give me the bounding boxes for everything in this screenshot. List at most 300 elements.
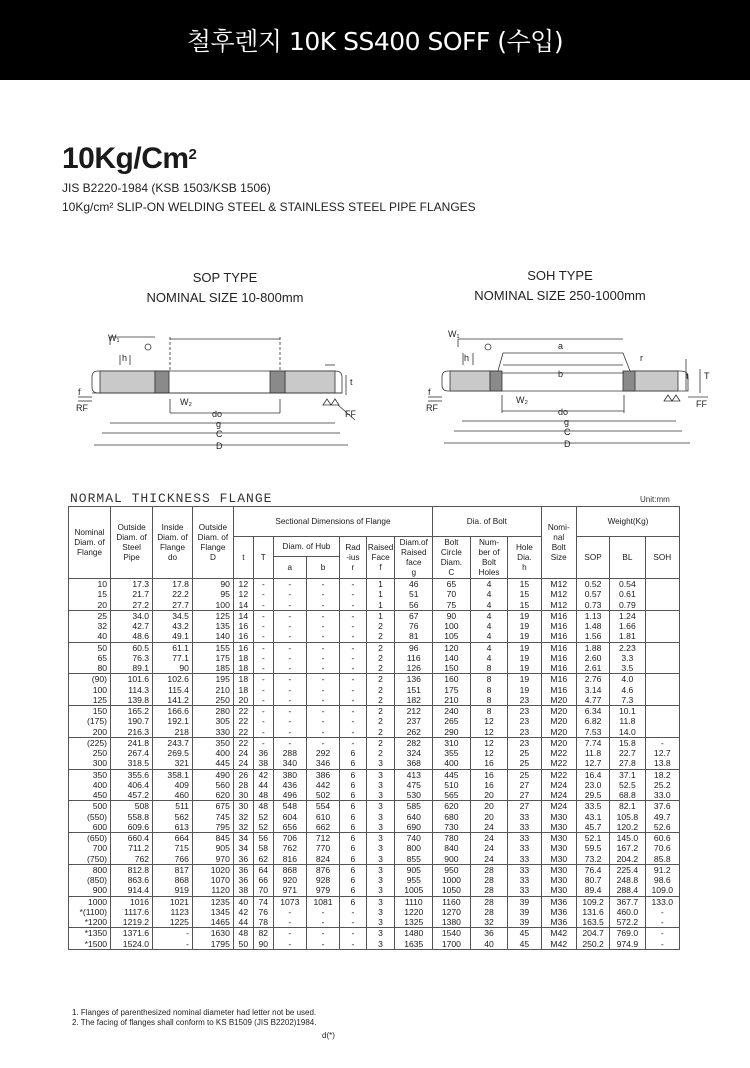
table-cell: 48 [253,801,273,812]
table-cell: 445 [192,758,233,769]
table-cell: 210 [433,695,471,706]
table-cell: 508 [111,801,153,812]
table-cell: 218 [153,727,193,738]
table-cell: 855 [395,854,433,865]
table-cell: 27.8 [610,758,645,769]
table-cell: 12.7 [576,758,609,769]
table-cell: 1345 [192,907,233,917]
table-cell: M42 [541,939,576,950]
table-cell: M20 [541,716,576,726]
table-cell: 243.7 [153,737,193,748]
table-cell: 1123 [153,907,193,917]
col-radius: Rad -ius r [340,537,367,579]
table-cell: M20 [541,737,576,748]
table-cell: 740 [395,833,433,844]
table-cell: 18 [233,674,253,685]
table-row [69,864,680,875]
table-cell: 25 [508,748,541,758]
table-cell: 6 [340,843,367,853]
table-cell: 76.3 [111,653,153,663]
table-cell: 1480 [395,928,433,939]
table-cell: (550) [69,812,111,822]
table-cell: 95 [192,589,233,599]
table-cell [645,674,679,685]
table-cell: 33 [508,812,541,822]
table-cell: M16 [541,642,576,653]
table-cell: - [306,600,339,611]
table-row [69,928,680,939]
table-cell: 237 [395,716,433,726]
table-cell: - [340,695,367,706]
table-cell: 1.88 [576,642,609,653]
table-cell: 919 [153,885,193,896]
table-cell: 1 [366,600,395,611]
col-bolt-holes: Num- ber of Bolt Holes [470,537,508,579]
table-cell: 82.1 [610,801,645,812]
table-cell: 2 [366,685,395,695]
table-cell: 970 [192,854,233,865]
table-cell: 3 [366,907,395,917]
table-cell: 66 [253,875,273,885]
table-cell: 2 [366,716,395,726]
col-hole-dia: Hole Dia. h [508,537,541,579]
table-cell: - [306,642,339,653]
table-cell [645,716,679,726]
table-cell: 163.5 [576,917,609,928]
table-cell: 100 [433,621,471,631]
table-cell [645,727,679,738]
table-cell: 65 [69,653,111,663]
table-cell: 1000 [433,875,471,885]
table-cell: M16 [541,653,576,663]
col-t: t [233,537,253,579]
table-cell: 4.77 [576,695,609,706]
table-cell: 762 [111,854,153,865]
table-cell: 2.76 [576,674,609,685]
table-cell: 23 [508,695,541,706]
table-cell: - [273,928,306,939]
table-cell: 45 [508,939,541,950]
table-cell: 40 [233,896,253,907]
table-cell: 1795 [192,939,233,950]
table-cell: 52.6 [645,822,679,833]
table-cell: M36 [541,917,576,928]
table-cell: 2 [366,631,395,642]
table-cell: 105.8 [610,812,645,822]
table-row [69,674,680,685]
table-cell: 76.4 [576,864,609,875]
table-cell: 102.6 [153,674,193,685]
table-cell: 812.8 [111,864,153,875]
table-cell: - [273,653,306,663]
table-cell: 67 [395,610,433,621]
table-cell: 7.74 [576,737,609,748]
table-row [69,748,680,758]
table-cell: 49.7 [645,812,679,822]
table-cell: (650) [69,833,111,844]
table-cell: 609.6 [111,822,153,833]
table-cell: - [273,674,306,685]
table-cell: - [253,727,273,738]
table-cell: 795 [192,822,233,833]
table-cell: 1000 [69,896,111,907]
table-cell: 36 [253,748,273,758]
table-cell: 33 [508,854,541,865]
table-cell [645,695,679,706]
table-cell: - [153,939,193,950]
table-cell: - [253,579,273,590]
table-cell: 6 [340,833,367,844]
table-cell: - [340,653,367,663]
table-cell: - [340,917,367,928]
table-cell: 19 [508,663,541,674]
table-cell: - [253,716,273,726]
table-cell: 19 [508,610,541,621]
table-cell: 27 [508,790,541,801]
table-cell: 288 [273,748,306,758]
table-cell: 269.5 [153,748,193,758]
table-cell: 8 [470,663,508,674]
table-cell: 39 [508,907,541,917]
table-cell: 1524.0 [111,939,153,950]
table-cell: 28 [470,864,508,875]
soh-heading [460,266,660,306]
table-cell: 824 [306,854,339,865]
table-cell: 25 [69,610,111,621]
table-cell: 457.2 [111,790,153,801]
table-cell: 19 [508,631,541,642]
table-cell: 60.5 [111,642,153,653]
table-cell: 745 [192,812,233,822]
col-weight: Weight(Kg) [576,507,679,537]
table-cell: 355.6 [111,769,153,780]
table-cell: 490 [192,769,233,780]
table-cell: 18 [233,663,253,674]
table-cell: 12 [470,737,508,748]
table-cell [645,706,679,717]
table-cell: 36 [470,928,508,939]
table-cell: 27.2 [111,600,153,611]
table-cell: 6 [340,780,367,790]
table-cell: 2 [366,663,395,674]
table-cell: 1.48 [576,621,609,631]
table-cell: 600 [69,822,111,833]
table-cell: - [306,706,339,717]
table-cell: 17.3 [111,579,153,590]
table-cell: - [306,653,339,663]
table-cell: M30 [541,822,576,833]
table-cell: 11.8 [576,748,609,758]
table-cell: M12 [541,589,576,599]
notes [72,1008,316,1028]
table-cell: 120.2 [610,822,645,833]
table-cell: 971 [273,885,306,896]
table-cell [645,610,679,621]
table-cell: 160 [433,674,471,685]
table-cell: 409 [153,780,193,790]
table-cell: 0.73 [576,600,609,611]
table-cell: 762 [273,843,306,853]
table-cell: - [306,674,339,685]
soh-h-label: h [464,353,470,363]
table-cell: 18 [233,685,253,695]
table-cell: 330 [192,727,233,738]
table-cell: 105 [433,631,471,642]
table-cell: 2 [366,621,395,631]
table-cell: 400 [69,780,111,790]
table-cell: 24 [470,843,508,853]
sop-rf-label: RF [76,403,88,413]
table-cell: 3 [366,864,395,875]
table-cell: - [306,917,339,928]
table-cell: 604 [273,812,306,822]
table-cell: 4 [470,589,508,599]
table-cell: - [306,621,339,631]
table-cell: 4 [470,579,508,590]
table-cell: 15 [508,589,541,599]
table-cell: 74 [253,896,273,907]
table-cell: 950 [433,864,471,875]
table-cell: 22.7 [610,748,645,758]
table-cell: 15 [69,589,111,599]
table-cell: 200 [69,727,111,738]
table-cell: 20 [470,801,508,812]
table-cell: 436 [273,780,306,790]
table-cell: 868 [153,875,193,885]
table-cell: - [273,600,306,611]
table-cell: - [306,939,339,950]
table-cell: 0.57 [576,589,609,599]
table-cell: 928 [306,875,339,885]
table-cell: 48 [253,790,273,801]
table-cell: 766 [153,854,193,865]
table-cell: - [306,589,339,599]
table-cell: 690 [395,822,433,833]
table-cell: 620 [192,790,233,801]
pressure-sup: 2 [188,146,197,163]
table-cell: - [253,600,273,611]
table-cell: 25 [508,758,541,769]
table-cell: 126 [395,663,433,674]
table-row [69,685,680,695]
table-cell: 0.54 [610,579,645,590]
table-cell: M36 [541,907,576,917]
table-cell: 318.5 [111,758,153,769]
table-cell [645,589,679,599]
table-cell: 4.6 [610,685,645,695]
table-cell: 386 [306,769,339,780]
table-cell: 81 [395,631,433,642]
table-cell: 6 [340,822,367,833]
table-cell: 90 [192,579,233,590]
table-cell: (90) [69,674,111,685]
table-cell: 0.52 [576,579,609,590]
pressure-main: 10Kg/Cm [62,142,189,175]
table-cell: 45.7 [576,822,609,833]
table-cell: 115.4 [153,685,193,695]
table-cell: 4.0 [610,674,645,685]
table-cell: 3 [366,854,395,865]
table-cell: 14 [233,600,253,611]
table-cell: 730 [433,822,471,833]
table-cell: 3 [366,758,395,769]
col-outside-pipe: Outside Diam. of Steel Pipe [111,507,153,579]
signature-mark: d(*) [322,1031,335,1040]
table-row [69,885,680,896]
table-cell: 715 [153,843,193,853]
table-cell: 675 [192,801,233,812]
table-cell: 32 [233,822,253,833]
table-cell: 565 [433,790,471,801]
table-cell: 241.8 [111,737,153,748]
table-cell: - [273,579,306,590]
table-cell: 33 [508,864,541,875]
table-cell: 16 [233,642,253,653]
table-cell: 85.8 [645,854,679,865]
sop-do-label: do [212,409,223,419]
table-row [69,758,680,769]
table-cell: 22.2 [153,589,193,599]
table-cell: 3 [366,843,395,853]
table-cell: 6 [340,769,367,780]
table-cell: 920 [273,875,306,885]
table-cell: 1016 [111,896,153,907]
table-row [69,610,680,621]
table-cell: 10.1 [610,706,645,717]
table-cell: M16 [541,631,576,642]
table-cell: 166.6 [153,706,193,717]
table-cell [645,621,679,631]
table-body [69,579,680,950]
table-cell: 6 [340,790,367,801]
pressure-rating [62,142,196,176]
table-cell: 2 [366,642,395,653]
table-cell: M30 [541,854,576,865]
table-row [69,695,680,706]
table-cell: 100 [192,600,233,611]
table-cell: 90 [153,663,193,674]
table-cell: 89.1 [111,663,153,674]
table-cell: 77.1 [153,653,193,663]
table-cell: 76 [395,621,433,631]
soh-a-label: a [558,341,564,351]
table-cell: 101.6 [111,674,153,685]
table-row [69,907,680,917]
table-cell: 816 [273,854,306,865]
table-cell: (175) [69,716,111,726]
table-cell: - [253,663,273,674]
table-cell: 1219.2 [111,917,153,928]
table-cell: - [273,907,306,917]
sop-diagram [70,325,370,465]
table-cell: 442 [306,780,339,790]
table-cell: 141.2 [153,695,193,706]
table-cell: 1380 [433,917,471,928]
table-cell: M36 [541,896,576,907]
soh-d-label: D [564,439,571,449]
table-cell: 7.3 [610,695,645,706]
table-cell: 24 [470,854,508,865]
table-cell: 292 [306,748,339,758]
table-cell: 16.4 [576,769,609,780]
table-cell: 3 [366,917,395,928]
table-cell: 32 [69,621,111,631]
table-cell: 355 [433,748,471,758]
table-cell: - [340,685,367,695]
table-cell: (850) [69,875,111,885]
table-cell: - [340,589,367,599]
table-cell: 3 [366,885,395,896]
table-cell: M16 [541,674,576,685]
table-cell: 58 [253,843,273,853]
table-cell: 42.7 [111,621,153,631]
table-cell: 1050 [433,885,471,896]
table-cell: - [306,737,339,748]
table-row [69,790,680,801]
table-cell: 0.61 [610,589,645,599]
table-cell: 1 [366,589,395,599]
table-cell: (225) [69,737,111,748]
table-cell: 59.5 [576,843,609,853]
table-cell [645,600,679,611]
table-cell: 62 [253,854,273,865]
table-cell: 2 [366,695,395,706]
table-cell: 21.7 [111,589,153,599]
table-cell: 82 [253,928,273,939]
table-cell: 406.4 [111,780,153,790]
table-cell: 114.3 [111,685,153,695]
table-cell: - [645,737,679,748]
table-cell: 248.8 [610,875,645,885]
table-cell: M20 [541,706,576,717]
table-cell: 50 [69,642,111,653]
table-cell: 28 [470,896,508,907]
table-cell: - [340,642,367,653]
table-cell: 262 [395,727,433,738]
table-cell: - [273,716,306,726]
table-cell: 1081 [306,896,339,907]
table-cell: 0.79 [610,600,645,611]
note-1: 1. Flanges of parenthesized nominal diameter had letter not be used. [72,1008,317,1017]
table-cell: 346 [306,758,339,769]
table-cell: *1500 [69,939,111,950]
table-cell: 240 [433,706,471,717]
table-cell: 38 [233,885,253,896]
table-row [69,737,680,748]
table-cell: 175 [433,685,471,695]
table-cell: 16 [233,621,253,631]
table-cell: M30 [541,833,576,844]
table-cell: 116 [395,653,433,663]
table-cell: 22 [233,716,253,726]
table-cell: M16 [541,610,576,621]
table-cell: - [273,917,306,928]
table-cell: 12 [233,579,253,590]
table-row [69,631,680,642]
table-cell: 204.7 [576,928,609,939]
table-cell: M20 [541,695,576,706]
sop-w1-label: W₁ [108,333,120,343]
table-cell: 712 [306,833,339,844]
table-cell: 1225 [153,917,193,928]
table-cell: - [273,685,306,695]
table-cell: 1020 [192,864,233,875]
col-soh: SOH [645,537,679,579]
table-cell: 1465 [192,917,233,928]
soh-t-label: t [686,371,689,381]
table-cell: 1.56 [576,631,609,642]
soh-r-label: r [640,353,643,363]
